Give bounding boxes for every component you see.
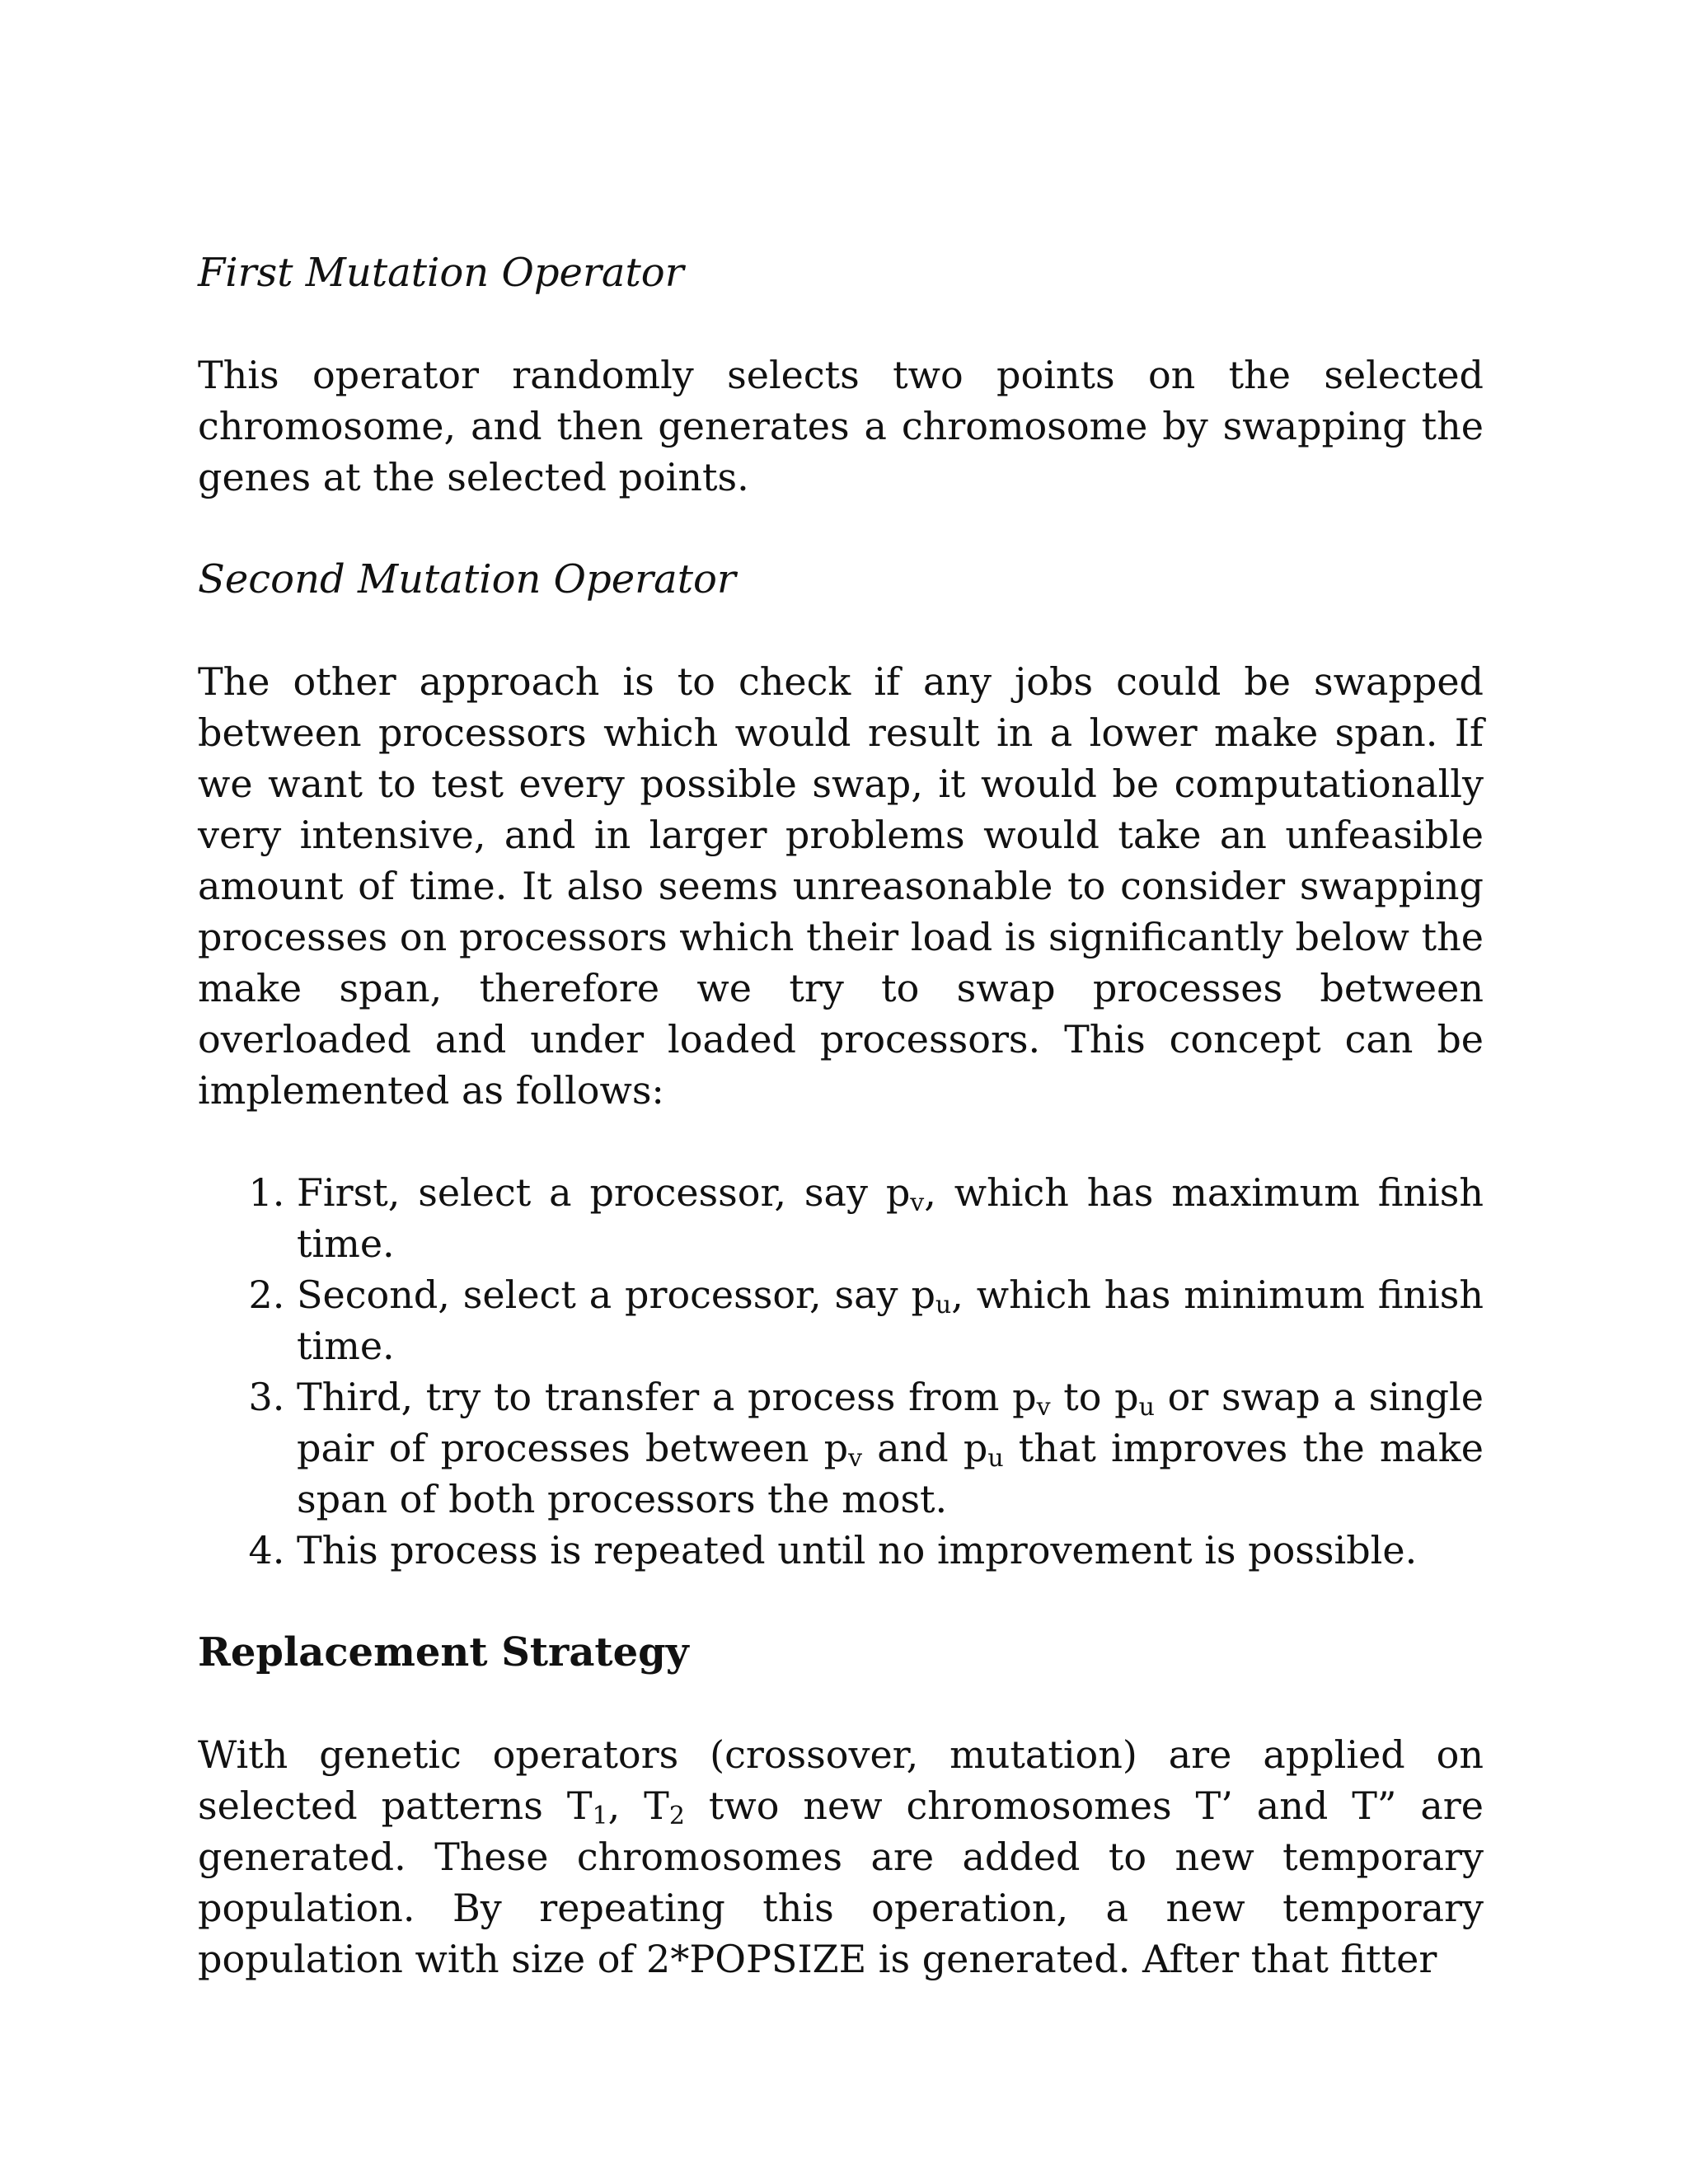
document-page (198, 247, 1484, 1985)
first-mutation-heading: First Mutation Operator (198, 250, 684, 296)
first-mutation-paragraph: This operator randomly selects two points on the selected chromosome, and then generates a chromosome by swapping the genes at the selected points. (198, 353, 1484, 499)
list-item: 4. This process is repeated until no improvement is possible. (297, 1525, 1484, 1576)
list-item: 1. First, select a processor, say $p_v$, which has maximum finish time. (297, 1167, 1484, 1269)
second-mutation-paragraph: The other approach is to check if any jobs could be swapped between processors which would result in a lower make span. If we want to test every possible swap, it would be computationally very intensive, and in larger problems would take an unfeasible amount of time. It also seems unreasonable to consider swapping processes on processors which their load is significantly below the make span, therefore we try to swap processes between overloaded and under loaded processors. This concept can be implemented as follows: (198, 659, 1484, 1113)
mutation-steps-list (198, 1167, 1484, 1576)
list-item: 2. Second, select a processor, say $p_u$, which has minimum finish time. (297, 1269, 1484, 1371)
replacement-strategy-paragraph: With genetic operators (crossover, mutation) are applied on selected patterns $T_1$, $T_2$ two new chromosomes T’ and T” are generated. These chromosomes are added to new temporary population. By repeating this operation, a new temporary population with size of 2*POPSIZE is generated. After that fitter (198, 1732, 1484, 1981)
list-item: 3. Third, try to transfer a process from $p_v$ to $p_u$ or swap a single pair of processes between $p_v$ and $p_u$ that improves the make span of both processors the most. (297, 1371, 1484, 1525)
second-mutation-heading: Second Mutation Operator (198, 556, 736, 602)
replacement-strategy-heading: Replacement Strategy (198, 1629, 689, 1675)
